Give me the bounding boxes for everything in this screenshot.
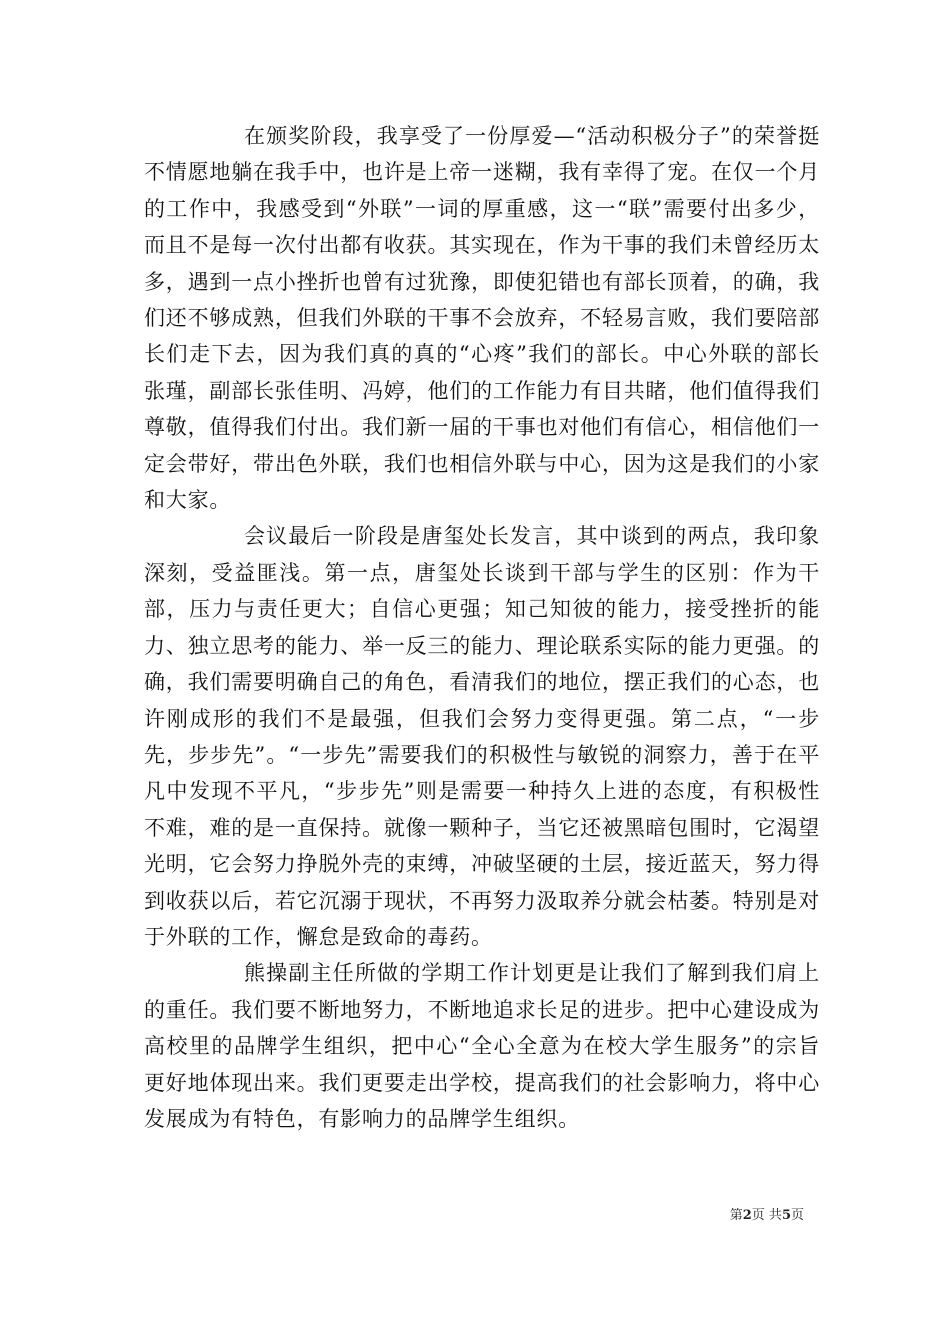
page-number-footer xyxy=(730,1208,804,1224)
document-body xyxy=(144,118,820,1137)
paragraph-award: 在颁奖阶段，我享受了一份厚爱—“活动积极分子”的荣誉挺不情愿地躺在我手中，也许是上帝一迷糊，我有幸得了宠。在仅一个月的工作中，我感受到“外联”一词的厚重感，这一“联”需要付出多少，而且不是每一次付出都有收获。其实现在，作为干事的我们未曾经历太多，遇到一点小挫折也曾有过犹豫，即使犯错也有部长顶着，的确，我们还不够成熟，但我们外联的干事不会放弃，不轻易言败，我们要陪部长们走下去，因为我们真的真的“心疼”我们的部长。中心外联的部长张瑾，副部长张佳明、冯婷，他们的工作能力有目共睹，他们值得我们尊敬，值得我们付出。我们新一届的干事也对他们有信心，相信他们一定会带好，带出色外联，我们也相信外联与中心，因为这是我们的小家和大家。 xyxy=(144,124,820,513)
paragraph-director-speech: 会议最后一阶段是唐玺处长发言，其中谈到的两点，我印象深刻，受益匪浅。第一点，唐玺处长谈到干部与学生的区别：作为干部，压力与责任更大；自信心更强；知己知彼的能力，接受挫折的能力、独立思考的能力、举一反三的能力、理论联系实际的能力更强。的确，我们需要明确自己的角色，看清我们的地位，摆正我们的心态，也许刚成形的我们不是最强，但我们会努力变得更强。第二点，“一步先，步步先”。“一步先”需要我们的积极性与敏锐的洞察力，善于在平凡中发现不平凡，“步步先”则是需要一种持久上进的态度，有积极性不难，难的是一直保持。就像一颗种子，当它还被黑暗包围时，它渴望光明，它会努力挣脱外壳的束缚，冲破坚硬的土层，接近蓝天，努力得到收获以后，若它沉溺于现状，不再努力汲取养分就会枯萎。特别是对于外联的工作，懈怠是致命的毒药。 xyxy=(144,524,820,949)
paragraph-work-plan: 熊操副主任所做的学期工作计划更是让我们了解到我们肩上的重任。我们要不断地努力，不断地追求长足的进步。把中心建设成为高校里的品牌学生组织，把中心“全心全意为在校大学生服务”的宗旨更好地体现出来。我们更要走出学校，提高我们的社会影响力，将中心发展成为有特色，有影响力的品牌学生组织。 xyxy=(144,961,820,1131)
footer-prefix: 第 xyxy=(729,1208,743,1223)
footer-current-page: 2 xyxy=(742,1208,752,1223)
footer-middle: 页 共 xyxy=(751,1208,782,1223)
footer-total-pages: 5 xyxy=(781,1208,791,1223)
footer-suffix: 页 xyxy=(790,1208,804,1223)
